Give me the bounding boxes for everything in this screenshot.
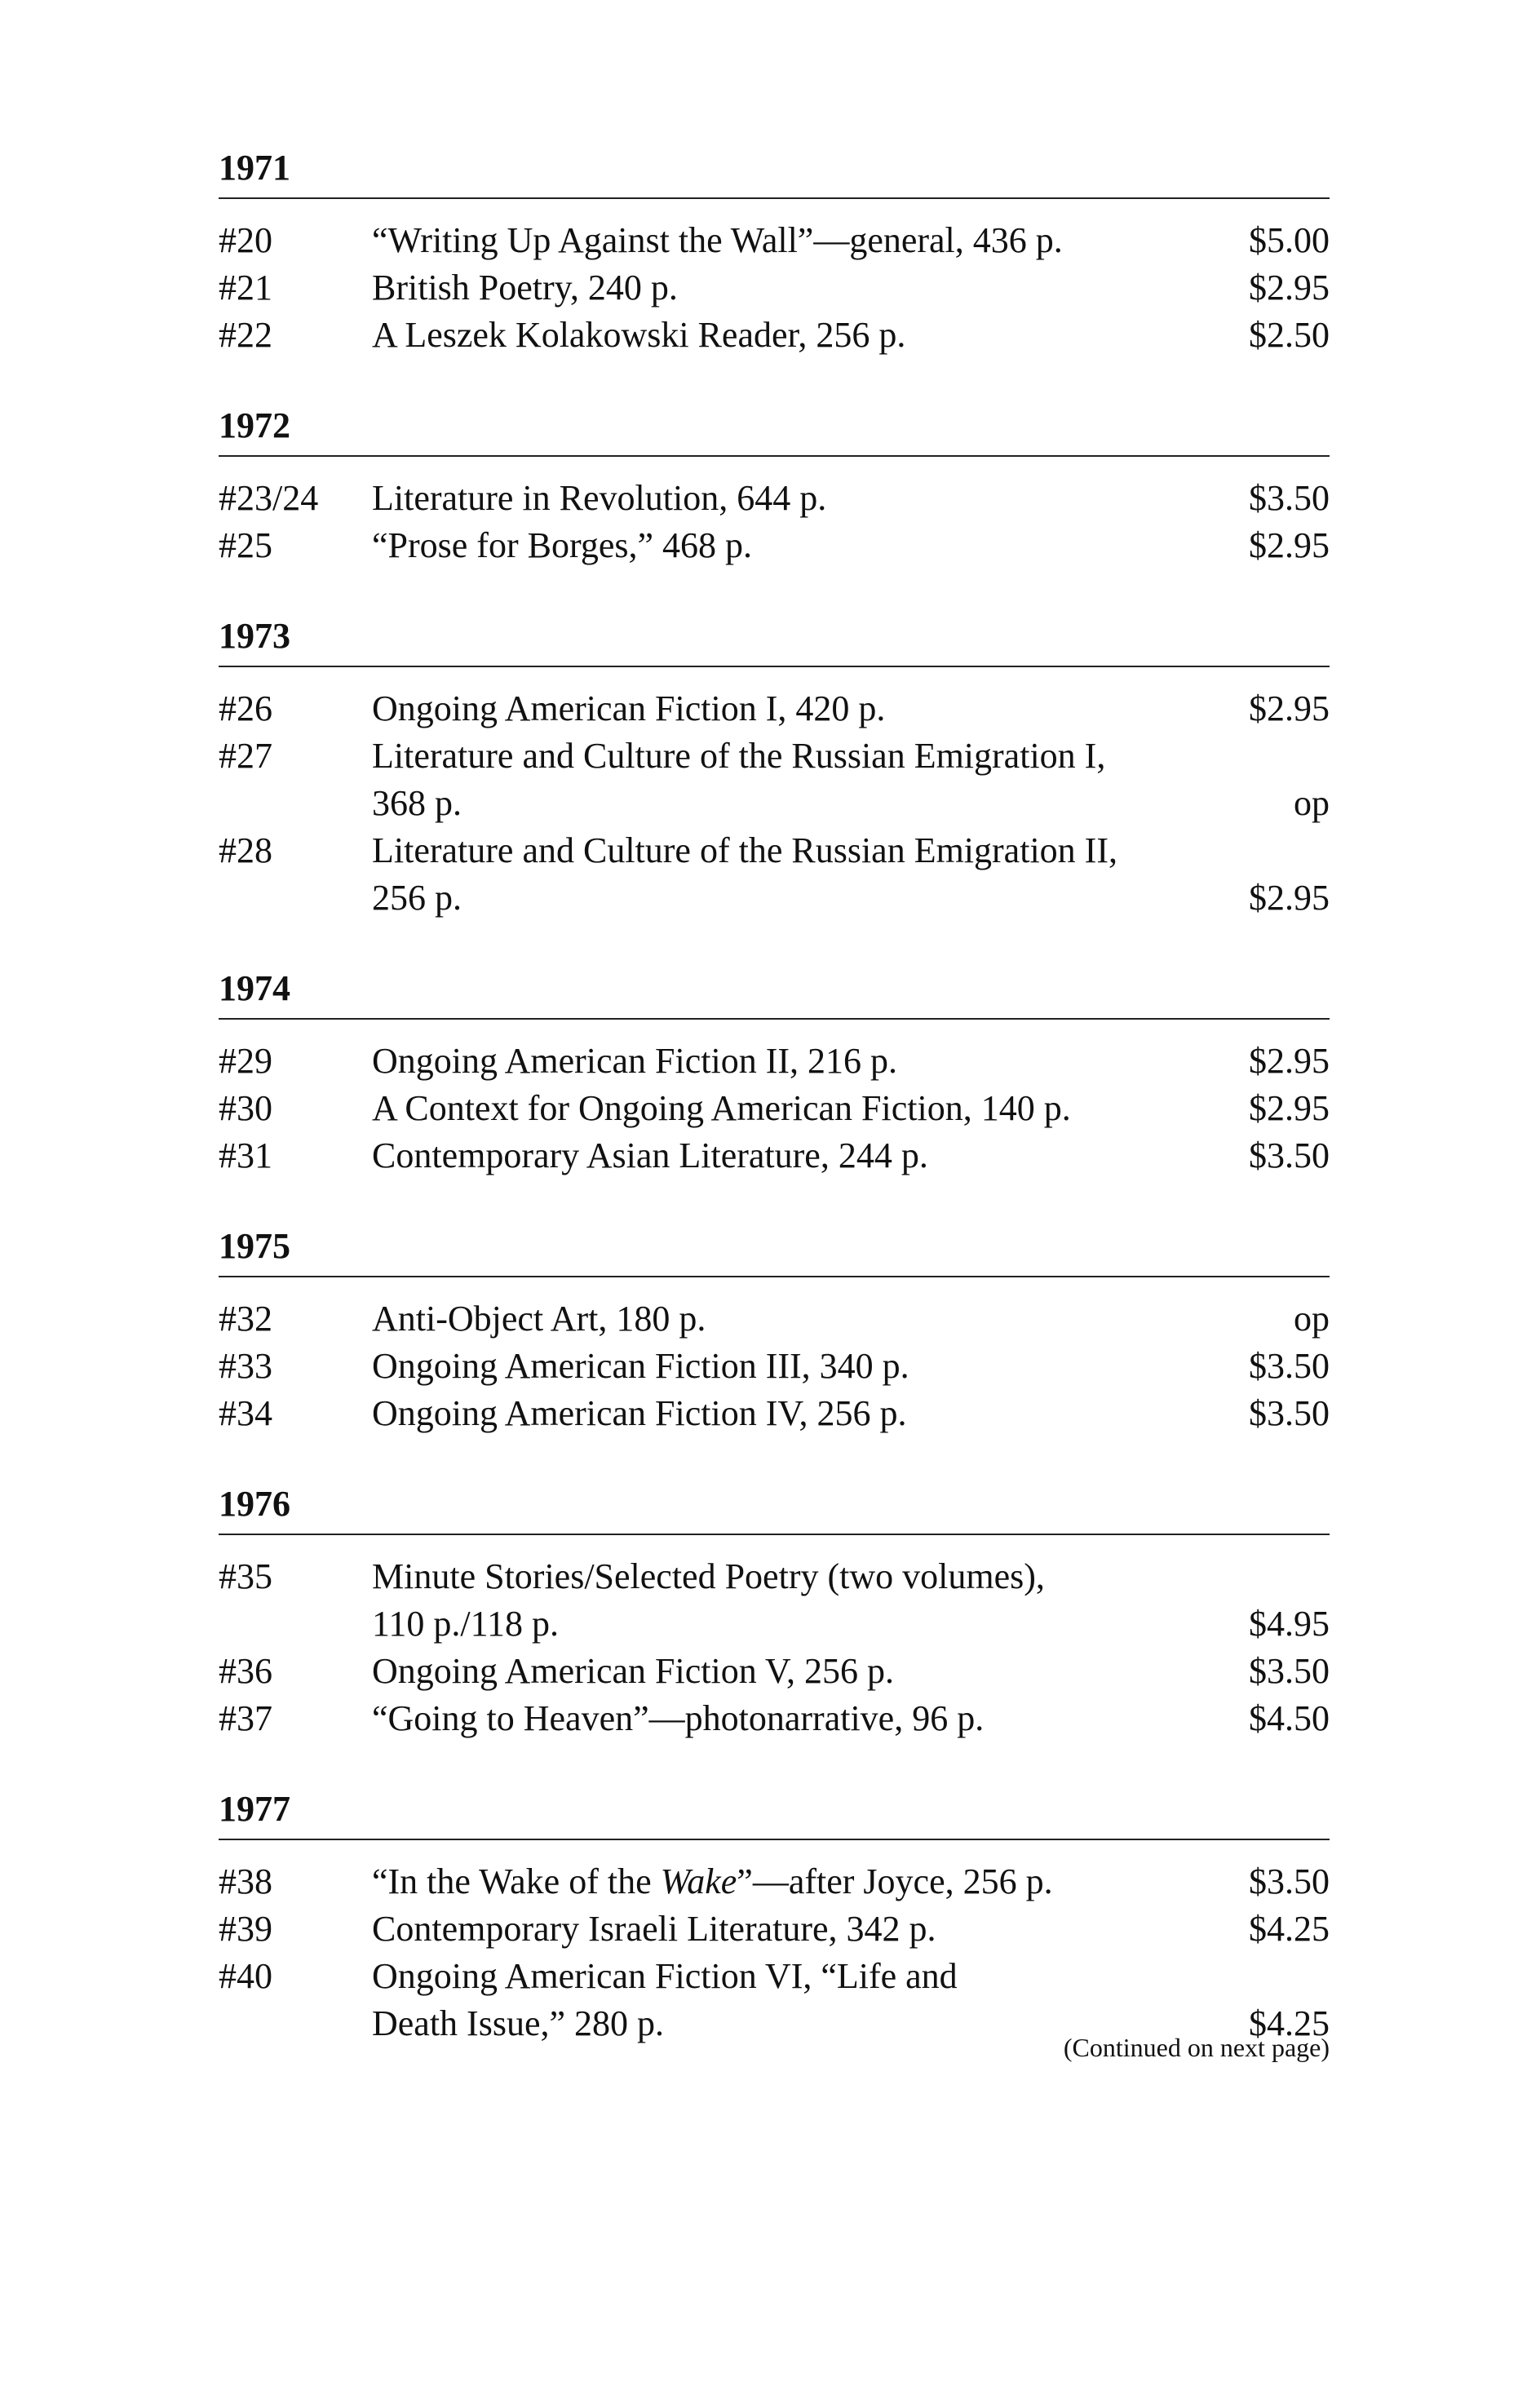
issue-entry bbox=[219, 264, 1330, 312]
issue-title-line: Ongoing American Fiction I, 420 p. bbox=[372, 688, 886, 728]
continued-note: (Continued on next page) bbox=[1063, 2033, 1330, 2062]
year-heading: 1975 bbox=[219, 1226, 290, 1266]
issue-title-line: 368 p. bbox=[372, 783, 462, 823]
issue-entry bbox=[219, 522, 1330, 569]
issue-title-line: 110 p./118 p. bbox=[372, 1604, 559, 1644]
issue-entry bbox=[219, 1085, 1330, 1132]
issue-number: #38 bbox=[219, 1861, 272, 1901]
issue-title bbox=[372, 1695, 1207, 1742]
issue-number: #22 bbox=[219, 315, 272, 355]
issue-price: $2.95 bbox=[1249, 525, 1330, 565]
issue-price: $2.95 bbox=[1249, 688, 1330, 728]
issue-number: #29 bbox=[219, 1041, 272, 1081]
section-divider bbox=[219, 1839, 1330, 1840]
issue-number: #40 bbox=[219, 1956, 272, 1996]
issue-entry bbox=[219, 1343, 1330, 1390]
issue-title bbox=[372, 685, 1207, 733]
year-section bbox=[219, 1224, 1330, 1437]
year-heading: 1971 bbox=[219, 148, 290, 188]
issue-number: #23/24 bbox=[219, 478, 319, 518]
year-heading: 1972 bbox=[219, 405, 290, 445]
issue-price: $3.50 bbox=[1249, 1393, 1330, 1433]
issue-price: $3.50 bbox=[1249, 1346, 1330, 1386]
issue-number: #21 bbox=[219, 268, 272, 308]
issue-price: op bbox=[1294, 783, 1330, 823]
year-section bbox=[219, 403, 1330, 569]
issue-title-line: Contemporary Israeli Literature, 342 p. bbox=[372, 1909, 936, 1949]
issue-title-line: A Leszek Kolakowski Reader, 256 p. bbox=[372, 315, 906, 355]
issue-number: #26 bbox=[219, 688, 272, 728]
issue-title bbox=[372, 1132, 1207, 1180]
issue-entry bbox=[219, 685, 1330, 733]
issue-title bbox=[372, 522, 1207, 569]
issue-title-line: “In the Wake of the Wake”—after Joyce, 256 p. bbox=[372, 1861, 1053, 1901]
issue-title bbox=[372, 264, 1207, 312]
issue-price: $2.50 bbox=[1249, 315, 1330, 355]
issue-entry bbox=[219, 1695, 1330, 1742]
year-section bbox=[219, 966, 1330, 1180]
issue-title bbox=[372, 1038, 1207, 1085]
issue-price: $2.95 bbox=[1249, 1088, 1330, 1128]
issue-title bbox=[372, 1295, 1207, 1343]
issue-title-line: British Poetry, 240 p. bbox=[372, 268, 678, 308]
issue-number: #30 bbox=[219, 1088, 272, 1128]
issue-title-line: Ongoing American Fiction II, 216 p. bbox=[372, 1041, 898, 1081]
italic-title: Wake bbox=[660, 1861, 737, 1901]
issue-price: $4.25 bbox=[1249, 2003, 1330, 2043]
issue-price: $4.25 bbox=[1249, 1909, 1330, 1949]
issue-price: $3.50 bbox=[1249, 1651, 1330, 1691]
issue-title-line: Anti-Object Art, 180 p. bbox=[372, 1299, 706, 1339]
issue-number: #27 bbox=[219, 736, 272, 776]
issue-price: $4.95 bbox=[1249, 1604, 1330, 1644]
issue-entry bbox=[219, 1648, 1330, 1695]
year-heading: 1974 bbox=[219, 968, 290, 1008]
issue-title bbox=[372, 733, 1207, 827]
issue-entry bbox=[219, 312, 1330, 359]
issue-title-line: 256 p. bbox=[372, 878, 462, 918]
issue-entry bbox=[219, 1038, 1330, 1085]
section-divider bbox=[219, 1276, 1330, 1277]
issue-entry bbox=[219, 217, 1330, 264]
issue-title bbox=[372, 1905, 1207, 1953]
issue-entry bbox=[219, 1390, 1330, 1437]
year-section bbox=[219, 1481, 1330, 1742]
issue-title bbox=[372, 217, 1207, 264]
issue-price: $3.50 bbox=[1249, 1135, 1330, 1175]
issue-number: #39 bbox=[219, 1909, 272, 1949]
year-section bbox=[219, 145, 1330, 359]
issue-title-line: “Prose for Borges,” 468 p. bbox=[372, 525, 752, 565]
issue-number: #36 bbox=[219, 1651, 272, 1691]
issue-number: #28 bbox=[219, 830, 272, 870]
issue-price: $2.95 bbox=[1249, 1041, 1330, 1081]
issue-title bbox=[372, 1085, 1207, 1132]
issue-price: $3.50 bbox=[1249, 1861, 1330, 1901]
issue-title-line: Contemporary Asian Literature, 244 p. bbox=[372, 1135, 928, 1175]
issue-number: #32 bbox=[219, 1299, 272, 1339]
issue-title bbox=[372, 827, 1207, 922]
issue-title-line: Literature in Revolution, 644 p. bbox=[372, 478, 827, 518]
issue-number: #35 bbox=[219, 1556, 272, 1596]
issue-entry bbox=[219, 733, 1330, 827]
issue-title bbox=[372, 312, 1207, 359]
issue-title bbox=[372, 1648, 1207, 1695]
issue-number: #31 bbox=[219, 1135, 272, 1175]
issue-number: #33 bbox=[219, 1346, 272, 1386]
issue-number: #34 bbox=[219, 1393, 272, 1433]
issue-title bbox=[372, 1553, 1207, 1648]
issue-number: #20 bbox=[219, 220, 272, 260]
year-section bbox=[219, 613, 1330, 922]
issue-entry bbox=[219, 1858, 1330, 1905]
issue-title-line: Ongoing American Fiction VI, “Life and bbox=[372, 1956, 958, 1996]
section-divider bbox=[219, 1534, 1330, 1535]
year-heading: 1977 bbox=[219, 1789, 290, 1829]
issue-title bbox=[372, 1858, 1207, 1905]
issue-title-line: A Context for Ongoing American Fiction, 140 p. bbox=[372, 1088, 1071, 1128]
issue-title-line: “Writing Up Against the Wall”—general, 436 p. bbox=[372, 220, 1063, 260]
issue-title bbox=[372, 1390, 1207, 1437]
issue-number: #37 bbox=[219, 1698, 272, 1738]
year-heading: 1973 bbox=[219, 616, 290, 656]
issue-price: $5.00 bbox=[1249, 220, 1330, 260]
issue-entry bbox=[219, 1132, 1330, 1180]
issue-price: $2.95 bbox=[1249, 268, 1330, 308]
issue-title bbox=[372, 1343, 1207, 1390]
issue-number: #25 bbox=[219, 525, 272, 565]
issue-entry bbox=[219, 1553, 1330, 1648]
issue-title-line: Minute Stories/Selected Poetry (two volumes), bbox=[372, 1556, 1045, 1596]
issue-title bbox=[372, 475, 1207, 522]
issue-title-line: Literature and Culture of the Russian Emigration I, bbox=[372, 736, 1106, 776]
issue-price: $2.95 bbox=[1249, 878, 1330, 918]
issue-price: $4.50 bbox=[1249, 1698, 1330, 1738]
issue-title-line: Ongoing American Fiction V, 256 p. bbox=[372, 1651, 895, 1691]
section-divider bbox=[219, 197, 1330, 199]
year-heading: 1976 bbox=[219, 1484, 290, 1524]
issue-price: op bbox=[1294, 1299, 1330, 1339]
issue-price: $3.50 bbox=[1249, 478, 1330, 518]
issue-entry bbox=[219, 827, 1330, 922]
section-divider bbox=[219, 666, 1330, 667]
issue-list bbox=[219, 145, 1330, 2091]
issue-title-line: Literature and Culture of the Russian Emigration II, bbox=[372, 830, 1117, 870]
section-divider bbox=[219, 455, 1330, 457]
issue-title-line: “Going to Heaven”—photonarrative, 96 p. bbox=[372, 1698, 985, 1738]
section-divider bbox=[219, 1018, 1330, 1020]
issue-title-line: Ongoing American Fiction III, 340 p. bbox=[372, 1346, 909, 1386]
issue-title-line: Ongoing American Fiction IV, 256 p. bbox=[372, 1393, 907, 1433]
issue-title-line: Death Issue,” 280 p. bbox=[372, 2003, 665, 2043]
issue-entry bbox=[219, 1905, 1330, 1953]
issue-entry bbox=[219, 475, 1330, 522]
year-section bbox=[219, 1786, 1330, 2047]
issue-entry bbox=[219, 1295, 1330, 1343]
